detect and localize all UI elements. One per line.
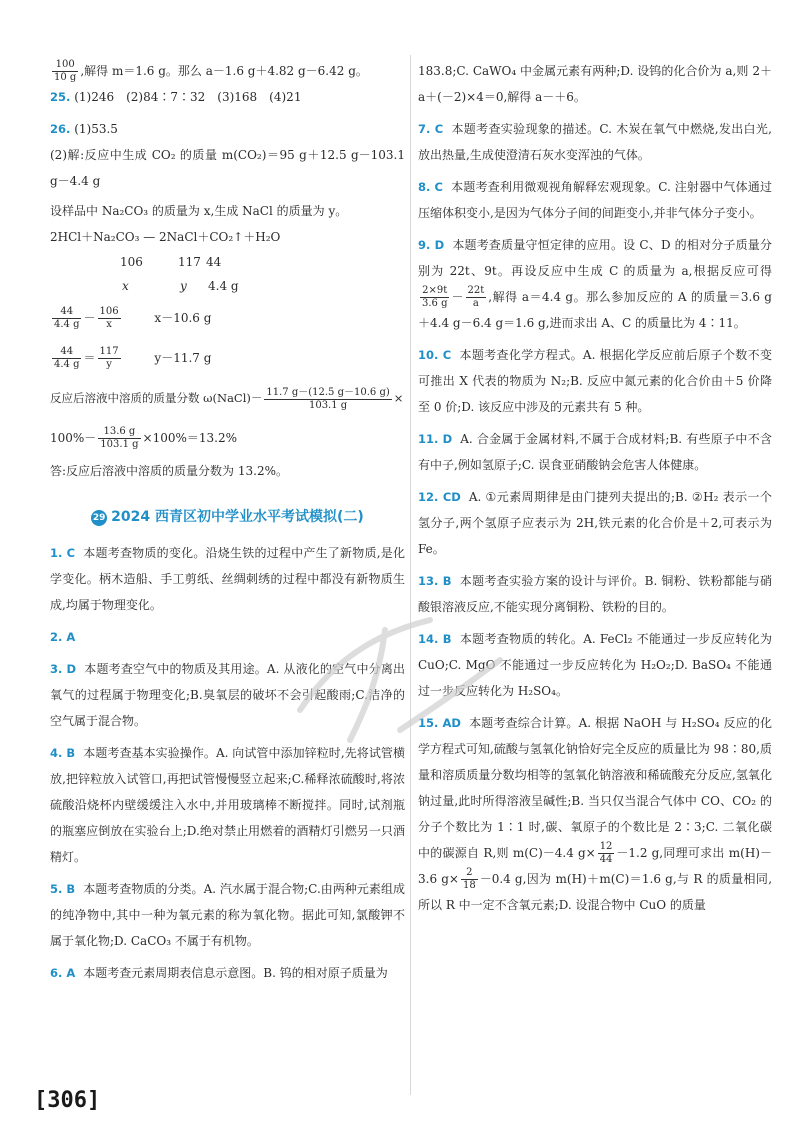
item-7: 7. C 本题考查实验现象的描述。C. 木炭在氧气中燃烧,发出白光,放出热量,生成使澄清石灰水变浑浊的气体。	[418, 122, 772, 162]
left-column	[50, 58, 405, 992]
section-title: 29 2024 西青区初中学业水平考试模拟(二)	[92, 509, 364, 525]
question-25: 25. (1)246 (2)84∶7∶32 (3)168 (4)21	[50, 90, 302, 104]
item-15: 15. AD 本题考查综合计算。A. 根据 NaOH 与 H₂SO₄ 反应的化学方程式可知,硫酸与氢氧化钠恰好完全反应的质量比为 98∶80,质量和溶质质量分数均相等的氢氧化钠溶液和稀硫酸充分反应,氢氧化钠过量,此时所得溶液呈碱性;B. 当只仅当混合气体中 CO、CO₂ 的分子个数比为 1∶1 时,碳、氧原子的个数比是 2∶3;C. 二氧化碳中的碳源自 R,则 m(C)－4.4 g× $\frac{12}{44}$ －1.2 g,同理可求出 m(H)－3.6 g× $\frac{2}{18}$ －0.4 g,因为 m(H)＋m(C)＝1.6 g,与 R 的质量相同,所以 R 中一定不含氧元素;D. 设混合物中 CuO 的质量	[418, 716, 773, 912]
item-8: 8. C 本题考查利用微观视角解释宏观现象。C. 注射器中气体通过压缩体积变小,是因为气体分子间的间距变小,并非气体分子变小。	[418, 180, 772, 220]
item-6-continued: 183.8;C. CaWO₄ 中金属元素有两种;D. 设钨的化合价为 a,则 2＋a＋(－2)×4＝0,解得 a－＋6。	[418, 64, 772, 104]
top-calc-line: $\frac{100}{10 g}$ ,解得 m＝1.6 g。那么 a－1.6 g＋4.82 g－6.42 g。	[54, 59, 368, 83]
q26-ratio-2: $\frac{44}{4.4 g}$ ＝ $\frac{117}{y}$ y－11.7 g	[54, 346, 212, 370]
item-3: 3. D 本题考查空气中的物质及其用途。A. 从液化的空气中分离出氧气的过程属于物理变化;B.臭氧层的破坏不会引起酸雨;C.洁净的空气属于混合物。	[50, 662, 405, 728]
q26-concentration: 反应后溶液中溶质的质量分数 ω(NaCl)－ $\frac{11.7 g-(12.5 g-10.6 g)}{103.1 g}$ ×	[50, 386, 404, 411]
item-5: 5. B 本题考查物质的分类。A. 汽水属于混合物;C.由两种元素组成的纯净物中,其中一种为氧元素的称为氧化物。据此可知,氯酸钾不属于氧化物;D. CaCO₃ 不属于有机物。	[50, 882, 405, 948]
q26-assume: 设样品中 Na₂CO₃ 的质量为 x,生成 NaCl 的质量为 y。	[50, 204, 348, 218]
q26-step: (2)解:反应中生成 CO₂ 的质量 m(CO₂)＝95 g＋12.5 g－103.1 g－4.4 g	[50, 148, 405, 188]
q26-percent: 100%－ $\frac{13.6 g}{103.1 g}$ ×100%＝13.2%	[50, 426, 238, 450]
item-1: 1. C 本题考查物质的变化。沿烧生铁的过程中产生了新物质,是化学变化。柄木造船、手工剪纸、丝绸刺绣的过程中都没有新物质生成,均属于物理变化。	[50, 546, 405, 612]
item-13: 13. B 本题考查实验方案的设计与评价。B. 铜粉、铁粉都能与硝酸银溶液反应,不能实现分离铜粉、铁粉的目的。	[418, 574, 772, 614]
item-9: 9. D 本题考查质量守恒定律的应用。设 C、D 的相对分子质量分别为 22t、9t。再设反应中生成 C 的质量为 a,根据反应可得 $\frac{2\times 9t}{3.6 g}$ － $\frac{22t}{a}$ ,解得 a＝4.4 g。那么参加反应的 A 的质量＝3.6 g＋4.4 g－6.4 g＝1.6 g,进而求出 A、C 的质量比为 4∶11。	[418, 238, 772, 330]
q26-vars: x y 4.4 g	[122, 279, 239, 293]
fraction: $\frac{22t}{a}$	[467, 285, 485, 309]
item-4: 4. B 本题考查基本实验操作。A. 向试管中添加锌粒时,先将试管横放,把锌粒放入试管口,再把试管慢慢竖立起来;C.稀释浓硫酸时,将浓硫酸沿烧杯内壁缓缓注入水中,并用玻璃棒不断搅拌。同时,试剂瓶的瓶塞应倒放在实验台上;D.绝对禁止用燃着的酒精灯引燃另一只酒精灯。	[50, 746, 405, 864]
q26-masses: 106 117 44	[120, 255, 222, 269]
question-26: 26. (1)53.5 (2)解:反应中生成 CO₂ 的质量 m(CO₂)＝95 g＋12.5 g－103.1 g－4.4 g 设样品中 Na₂CO₃ 的质量为 x,生成 NaCl 的质量为 y。 2HCl＋Na₂CO₃ — 2NaCl＋CO₂↑＋H₂O 106 117 44 x y 4.4 g $\frac{44}{4.4 g}$ － $\frac{106}{x}$ x－10.6 g $\frac{44}{4.4 g}$ ＝ $\frac{117}{y}$ y－11.7 g 反应后溶液中溶质的质量分数 ω(NaCl)－ $\frac{11.7 g-(12.5 g-10.6 g)}{103.1 g}$ × 100%－ $\frac{13.6 g}{103.1 g}$ ×100%＝13.2% 答:反应后溶液中溶质的质量分数为 13.2%。	[50, 116, 405, 484]
item-14: 14. B 本题考查物质的转化。A. FeCl₂ 不能通过一步反应转化为 CuO;C. MgO 不能通过一步反应转化为 H₂O₂;D. BaSO₄ 不能通过一步反应转化为 H₂SO₄。	[418, 632, 772, 698]
fraction: $\frac{12}{44}$	[599, 841, 613, 865]
item-6: 6. A 本题考查元素周期表信息示意图。B. 钨的相对原子质量为	[50, 966, 388, 980]
item-11: 11. D A. 合金属于金属材料,不属于合成材料;B. 有些原子中不含有中子,例如氢原子;C. 误食亚硝酸钠会危害人体健康。	[418, 432, 773, 472]
item-2: 2. A	[50, 630, 76, 644]
fraction: $\frac{2}{18}$	[462, 867, 476, 891]
fraction: $\frac{100}{10 g}$	[54, 59, 77, 83]
q26-equation: 2HCl＋Na₂CO₃ — 2NaCl＋CO₂↑＋H₂O	[50, 230, 281, 244]
q26-ratio-1: $\frac{44}{4.4 g}$ － $\frac{106}{x}$ x－10.6 g	[54, 306, 212, 330]
fraction: $\frac{2\times 9t}{3.6 g}$	[422, 285, 448, 309]
item-10: 10. C 本题考查化学方程式。A. 根据化学反应前后原子个数不变可推出 X 代表的物质为 N₂;B. 反应中氮元素的化合价由＋5 价降至 0 价;D. 该反应中涉及的元素共有 5 种。	[418, 348, 772, 414]
section-badge: 29	[91, 510, 107, 526]
item-12: 12. CD A. ①元素周期律是由门捷列夫提出的;B. ②H₂ 表示一个氢分子,两个氢原子应表示为 2H,铁元素的化合价是＋2,可表示为 Fe。	[418, 490, 772, 556]
column-divider	[410, 55, 411, 1095]
page-number: [306]	[34, 1088, 101, 1113]
watermark-logo	[280, 590, 520, 760]
q26-answer: 答:反应后溶液中溶质的质量分数为 13.2%。	[50, 464, 288, 478]
right-column	[418, 58, 772, 924]
